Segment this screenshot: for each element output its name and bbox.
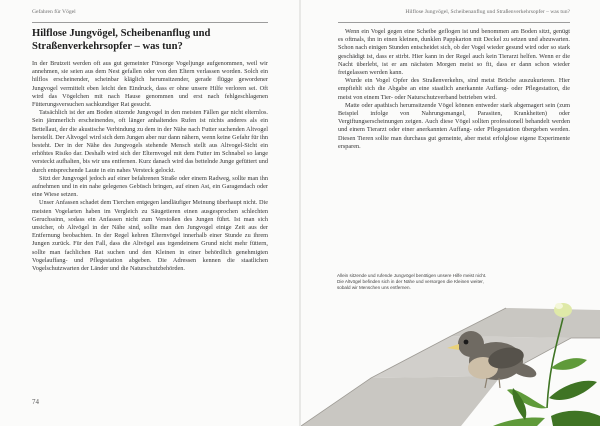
leaf <box>493 417 545 426</box>
page-number: 74 <box>32 398 39 406</box>
paragraph: Matte oder apathisch herumsitzende Vögel können entweder stark abgemagert sein (zum Beispiel infolge von Nahrungsmangel, Parasiten, Krankheiten) oder Vergiftungserscheinungen zeigen. Auch diese Vögel sollten professionell behandelt werden und einem Tierarzt oder einer anerkannten Auffang- oder Pflegestation übergeben werden. Diesen Tieren sollte man durchaus gut gemeinte, aber meist erfolglose eigene Experimente ersparen. <box>338 101 570 150</box>
paragraph: Sitzt der Jungvogel jedoch auf einer befahrenen Straße oder einem Radweg, sollte man ihn aufnehmen und in ein nahe gelegenes Gebüsch bringen, auf einen Ast, ein Garagendach oder eine Wiese setzen. <box>32 174 268 199</box>
header-rule-right <box>338 22 570 23</box>
running-head-left: Gefahren für Vögel <box>32 9 76 15</box>
paragraph: Unser Anfassen schadet dem Tierchen entgegen landläufiger Meinung überhaupt nicht. Die meisten Vogelarten haben im Vergleich zu Säugetieren einen ausgesprochen schlechten Geruchssinn, sodass ein Anfassen nicht zum Verstoßen des Jungen führt. Ist man sich unsicher, ob Altvögel in der Nähe sind, sollte man den Jungvogel einige Zeit aus der Entfernung beobachten. In der Regel kehren Elternvögel innerhalb einer Stunde zu ihrem Jungen zurück. Für den Fall, dass die Altvögel aus irgendeinem Grund nicht mehr füttern, sollte man fachlichen Rat suchen und den Kleinen in einer behördlich genehmigten Vogelauffang- und Pflegestation abgeben. Die Adressen kennen die staatlichen Vogelschutzwarten der Länder und die Naturschutzbehörden. <box>32 199 268 273</box>
section-title: Hilflose Jungvögel, Scheibenanflug und Straßenverkehrsopfer – was tun? <box>32 28 211 52</box>
right-page <box>301 0 600 426</box>
left-body-text <box>32 60 268 273</box>
paragraph: In der Brutzeit werden oft aus gut gemeinter Fürsorge Vogeljunge aufgenommen, weil wir annehmen, sie seien aus dem Nest gefallen oder von den Eltern verlassen worden. Solch ein hilflos erscheinender, scheinbar kläglich herumsitzender, gerade flügge gewordener Jungvogel vermittelt eben leicht den Eindruck, dass er ohne unsere Hilfe verloren sei. Oft wird das Vögelchen mit nach Hause genommen und erst nach fehlgeschlagenen Fütterungsversuchen sachkundiger Rat gesucht. <box>32 60 268 109</box>
left-page <box>0 0 299 426</box>
flower-bud <box>555 303 563 309</box>
running-head-right: Hilflose Jungvögel, Scheibenanflug und Straßenverkehrsopfer – was tun? <box>405 9 570 15</box>
bird-eye <box>464 340 469 345</box>
illustration-caption: Allein sitzende und rufende Jungvögel benötigen unsere Hilfe meist nicht. Die Altvögel befinden sich in der Nähe und versorgen die Kleinen weiter, sobald wir Menschen uns entfernen. <box>337 273 487 291</box>
bird-head <box>458 331 484 357</box>
leaf <box>551 411 600 426</box>
leaf <box>551 358 587 370</box>
pavement-slab <box>301 376 501 426</box>
header-rule-left <box>32 22 268 23</box>
paragraph: Wenn ein Vogel gegen eine Scheibe geflogen ist und benommen am Boden sitzt, genügt es oftmals, ihn in einen kleinen, dunklen Pappkarton mit Deckel zu setzen und abzuwarten. Schon nach einigen Stunden entscheidet sich, ob der Vogel wieder gesund wird oder so stark geschädigt ist, dass er stirbt. Hier kann in der Regel auch kein Tierarzt helfen. Wenn er die Nacht überlebt, ist er am nächsten Morgen meist so fit, dass er dann schon wieder freigelassen werden kann. <box>338 28 570 77</box>
right-body-text <box>338 28 570 151</box>
paragraph: Wurde ein Vogel Opfer des Straßenverkehrs, sind meist Brüche auszukurieren. Hier empfiehlt sich die Abgabe an eine staatlich anerkannte Auffang- oder Pflegestation, die meist von einem Tier- oder Naturschutzverband betrieben wird. <box>338 77 570 101</box>
paragraph: Tatsächlich ist der am Boden sitzende Jungvogel in den meisten Fällen gar nicht elternlos. Sein jämmerlich erscheinendes, oft länger anhaltendes Rufen ist nichts anderes als ein Bettellaut, der die akustische Verbindung zu dem in der Nähe nach Futter suchenden Altvogel herstellt. Der Altvogel wird sich dem Jungen aber nur dann nähern, wenn keine Gefahr für ihn besteht. Der in der Nähe des Jungvogels stehende Mensch stellt aus Altvogel-Sicht ein erhöhtes Risiko dar. Deshalb wird sich der Elternvogel mit dem Futter im Schnabel so lange versteckt aufhalten, bis wir uns entfernen. Kurz danach wird das bettelnde Junge gefüttert und durch entsprechende Laute in ein nahes Versteck gelockt. <box>32 109 268 174</box>
leaf <box>549 381 597 400</box>
